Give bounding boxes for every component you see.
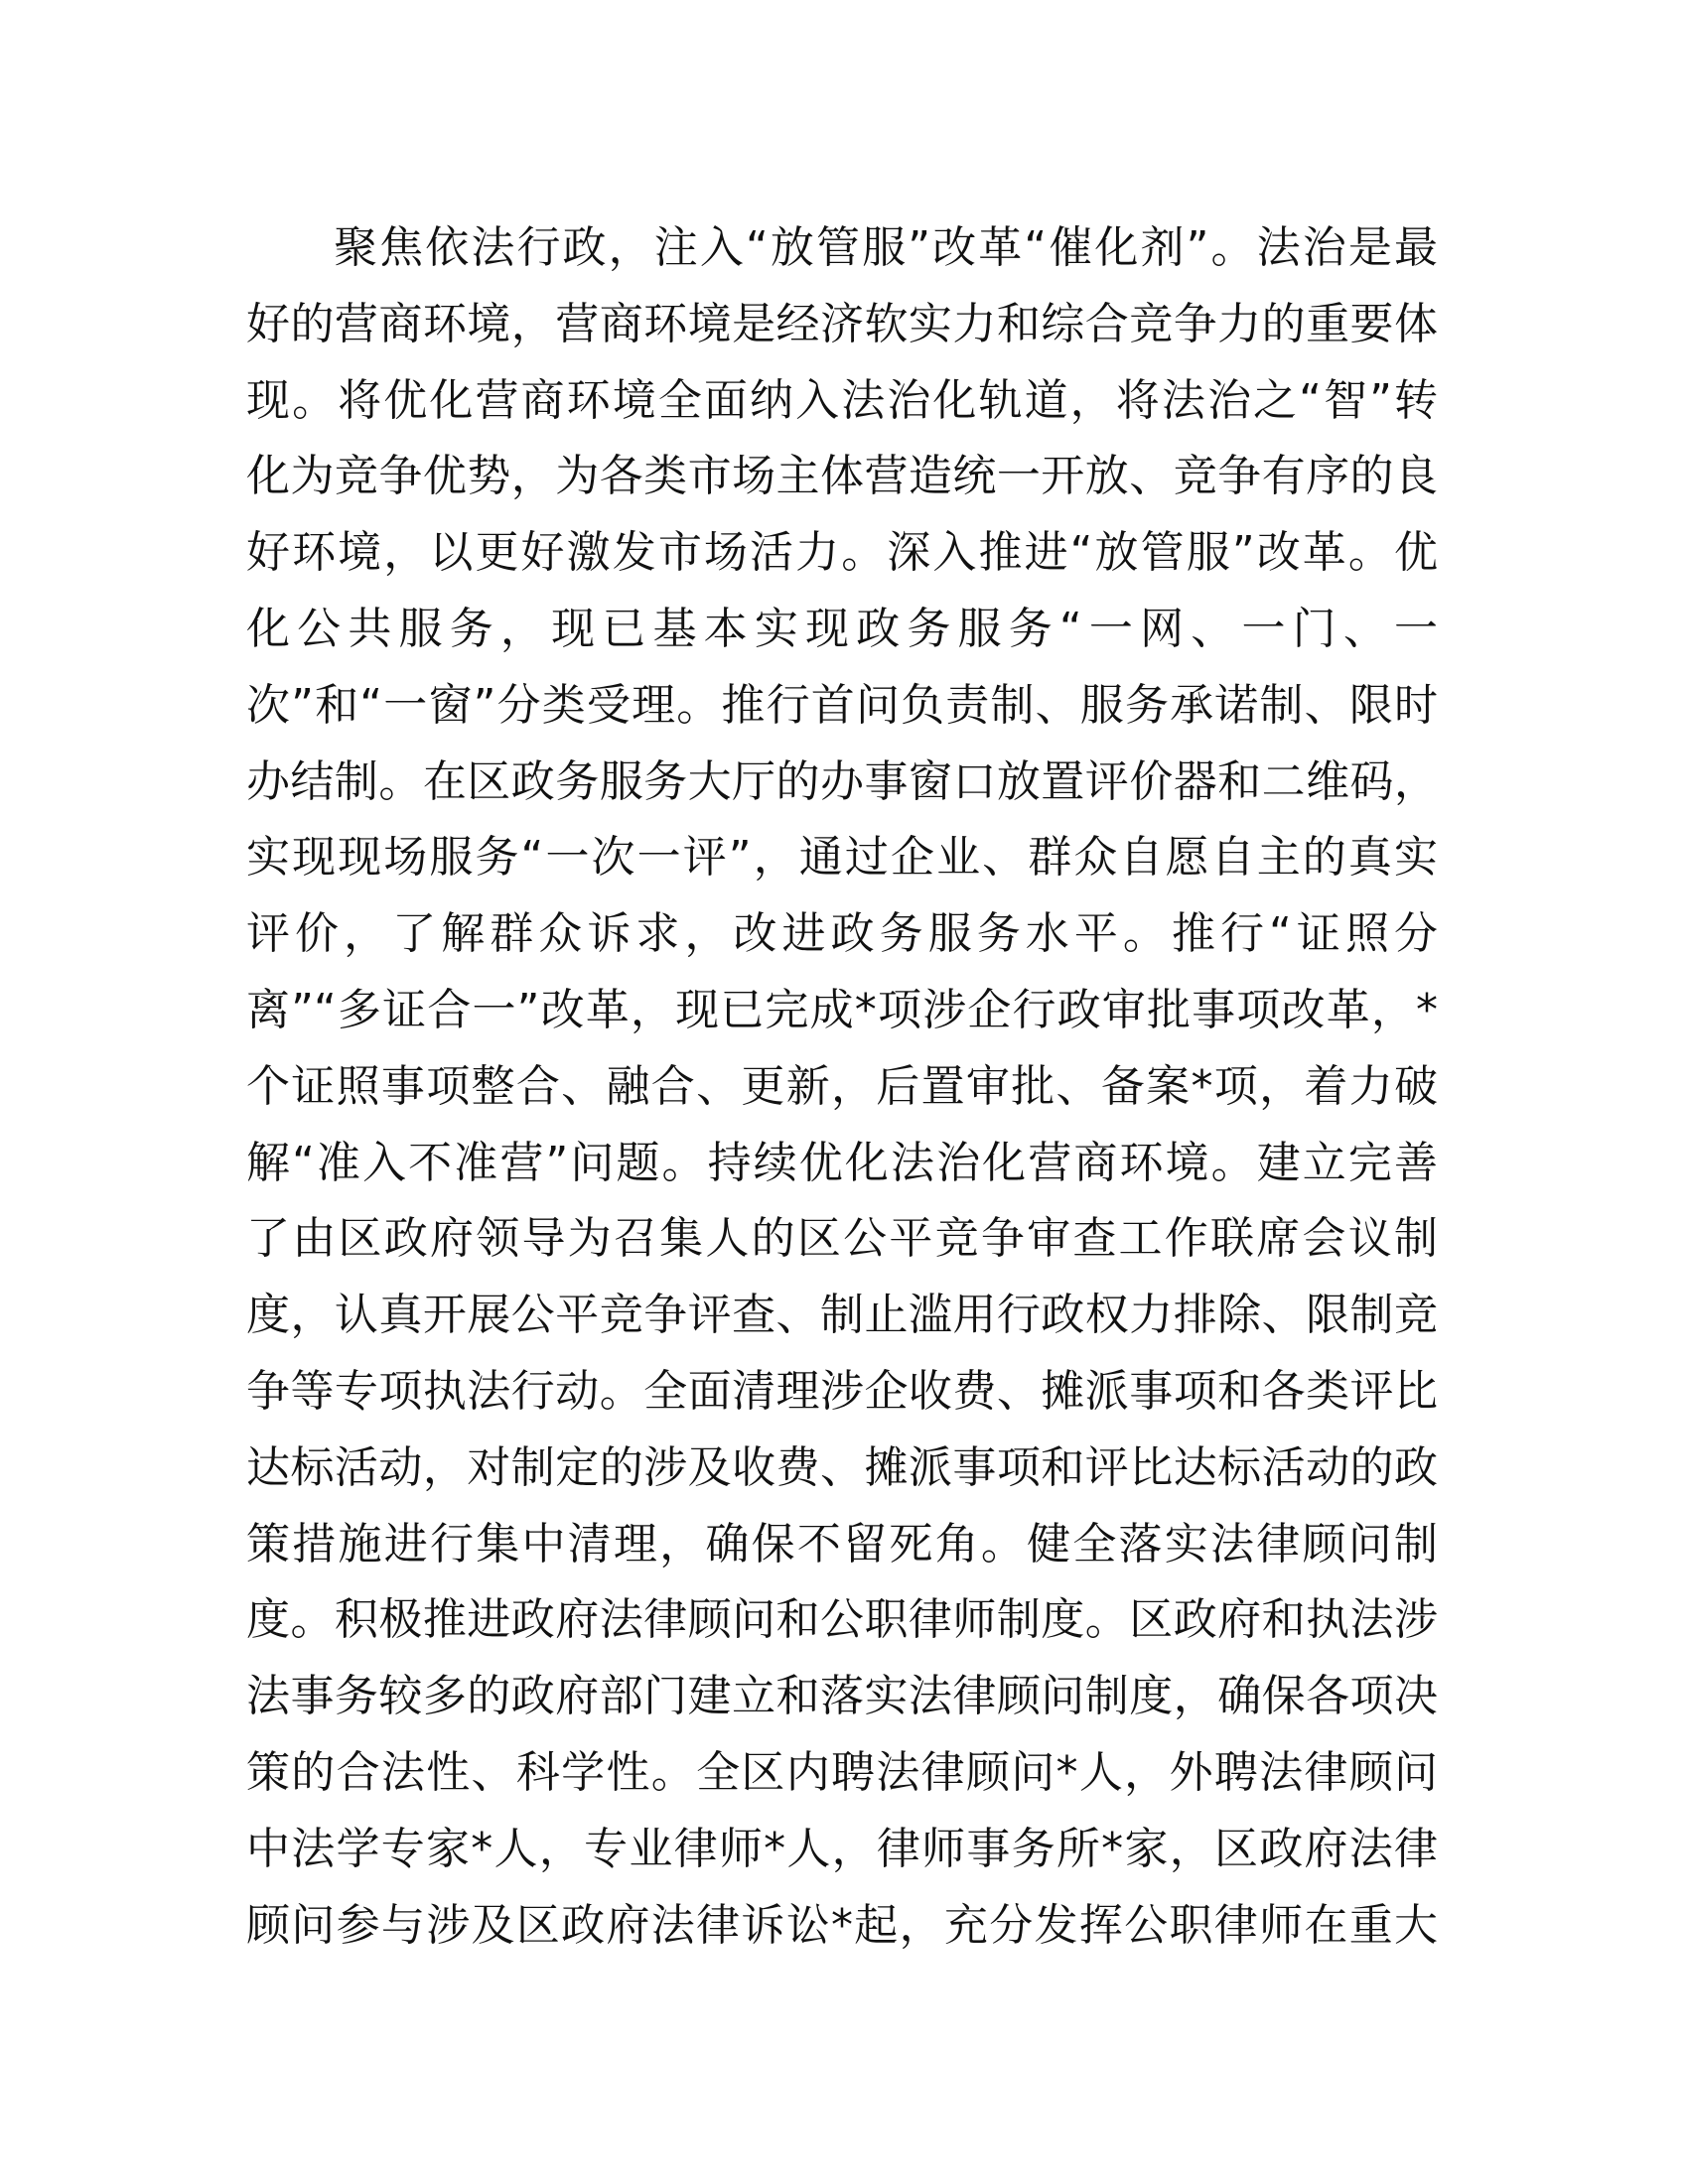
text-line: 聚焦依法行政，注入“放管服”改革“催化剂”。法治是最 [334, 222, 1438, 273]
text-line: 次”和“一窗”分类受理。推行首问负责制、服务承诺制、限时 [246, 679, 1438, 731]
text-line: 好的营商环境，营商环境是经济软实力和综合竞争力的重要体 [246, 298, 1438, 349]
text-line: 争等专项执法行动。全面清理涉企收费、摊派事项和各类评比 [246, 1365, 1438, 1417]
text-line: 度，认真开展公平竞争评查、制止滥用行政权力排除、限制竞 [246, 1290, 1438, 1341]
text-line: 顾问参与涉及区政府法律诉讼*起，充分发挥公职律师在重大 [246, 1899, 1438, 1951]
text-line: 策的合法性、科学性。全区内聘法律顾问*人，外聘法律顾问 [246, 1746, 1438, 1798]
text-line: 评价，了解群众诉求，改进政务服务水平。推行“证照分 [246, 908, 1438, 960]
text-line: 离”“多证合一”改革，现已完成*项涉企行政审批事项改革，* [246, 984, 1438, 1035]
text-line: 好环境，以更好激发市场活力。深入推进“放管服”改革。优 [246, 527, 1438, 579]
text-line: 个证照事项整合、融合、更新，后置审批、备案*项，着力破 [246, 1060, 1438, 1112]
text-line: 中法学专家*人，专业律师*人，律师事务所*家，区政府法律 [246, 1823, 1438, 1874]
text-line: 实现现场服务“一次一评”，通过企业、群众自愿自主的真实 [246, 832, 1438, 884]
body-paragraph [246, 210, 1438, 1964]
text-line: 度。积极推进政府法律顾问和公职律师制度。区政府和执法涉 [246, 1594, 1438, 1646]
text-line: 达标活动，对制定的涉及收费、摊派事项和评比达标活动的政 [246, 1441, 1438, 1493]
text-line: 解“准入不准营”问题。持续优化法治化营商环境。建立完善 [246, 1137, 1438, 1188]
text-line: 化为竞争优势，为各类市场主体营造统一开放、竞争有序的良 [246, 451, 1438, 502]
text-line: 策措施进行集中清理，确保不留死角。健全落实法律顾问制 [246, 1518, 1438, 1570]
text-line: 化公共服务，现已基本实现政务服务“一网、一门、一 [246, 603, 1438, 654]
text-line: 办结制。在区政务服务大厅的办事窗口放置评价器和二维码， [246, 755, 1438, 807]
text-line: 法事务较多的政府部门建立和落实法律顾问制度，确保各项决 [246, 1671, 1438, 1722]
text-line: 了由区政府领导为召集人的区公平竞争审查工作联席会议制 [246, 1213, 1438, 1265]
text-line: 现。将优化营商环境全面纳入法治化轨道，将法治之“智”转 [246, 374, 1438, 426]
